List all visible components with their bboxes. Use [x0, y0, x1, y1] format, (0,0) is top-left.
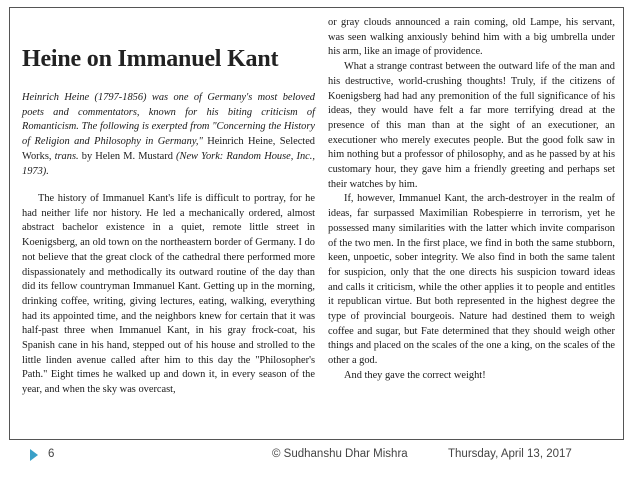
triangle-marker-icon — [30, 449, 38, 461]
intro-by: by Helen M. Mustard — [78, 150, 177, 162]
article-title: Heine on Immanuel Kant — [22, 46, 279, 72]
intro-publisher: (New York: Random House, Inc., 1973). — [22, 150, 315, 177]
slide-footer — [0, 447, 638, 467]
article-intro — [22, 91, 315, 179]
intro-roman: Heinrich Heine, Selected Works, — [22, 136, 315, 162]
right-paragraph-3: If, however, Immanuel Kant, the arch-destroyer in the realm of ideas, far surpassed Maximilian Robespierre in terrorism, yet he possessed many similarities with the latter which invite comparison of the two men. In the first place, we find in both the same stubborn, keen, unpoetic, sober integrity. We also find in both the same talent for suspicion, only that the one directs his suspicion toward ideas and calls it criticism, while the other applies it to people and entitles it republican virtue. But both represented in the highest degree the type of provincial bourgeois. Nature had destined them to weigh coffee and sugar, but Fate determined that they should weigh other things and placed on the scales of the one a king, on the scales of the other a god. — [328, 193, 615, 367]
intro-italic: Heinrich Heine (1797-1856) was one of Germany's most beloved poets and commentators, known for his biting criticism of Romanticism. The following is exerpted from "Concerning the History of Religion and Philosophy in Germany," — [22, 92, 315, 148]
left-paragraph: The history of Immanuel Kant's life is difficult to portray, for he had neither life nor history. He led a mechanically ordered, almost abstract bachelor existence in a quiet, remote little street in Koenigsberg, an old town on the northeastern border of Germany. I do not believe that the great clock of the cathedral there performed more dispassionately and methodically its outward routine of the day than did its fellow countryman Immanuel Kant. Getting up in the morning, drinking coffee, writing, giving lectures, eating, walking, everything had its appointed time, and the neighbors knew for certain that it was half-past three when Immanuel Kant, in his gray frock-coat, his Spanish cane in his hand, stepped out of his house and strolled to the little linden avenue called after him to this day the "Philosopher's Path." Eight times he walked up and down it, in every season of the year, and when the sky was overcast, — [22, 193, 315, 396]
document-page — [9, 7, 624, 440]
right-paragraph-1: or gray clouds announced a rain coming, old Lampe, his servant, was seen walking anxiously behind him with a big umbrella under his arm, like an image of providence. — [328, 17, 615, 58]
right-paragraph-4: And they gave the correct weight! — [344, 369, 486, 381]
footer-date: Thursday, April 13, 2017 — [448, 448, 572, 460]
copyright-text: © Sudhanshu Dhar Mishra — [272, 448, 408, 460]
intro-trans: trans. — [54, 150, 79, 162]
page-number: 6 — [48, 448, 55, 460]
left-column-body — [22, 192, 315, 398]
right-paragraph-2: What a strange contrast between the outward life of the man and his destructive, world-crushing thoughts! Truly, if the citizens of Koenigsberg had had any premonition of the full significance of his ideas, they would have felt a far more terrifying dread at the presence of this man than at the sight of an executioner, an executioner who merely executes people. But the good folk saw in him nothing but a professor of philosophy, and as he passed by at his customary hour, they gave him a friendly greeting and perhaps set their watches by him. — [328, 61, 615, 190]
right-column-body — [328, 16, 615, 384]
